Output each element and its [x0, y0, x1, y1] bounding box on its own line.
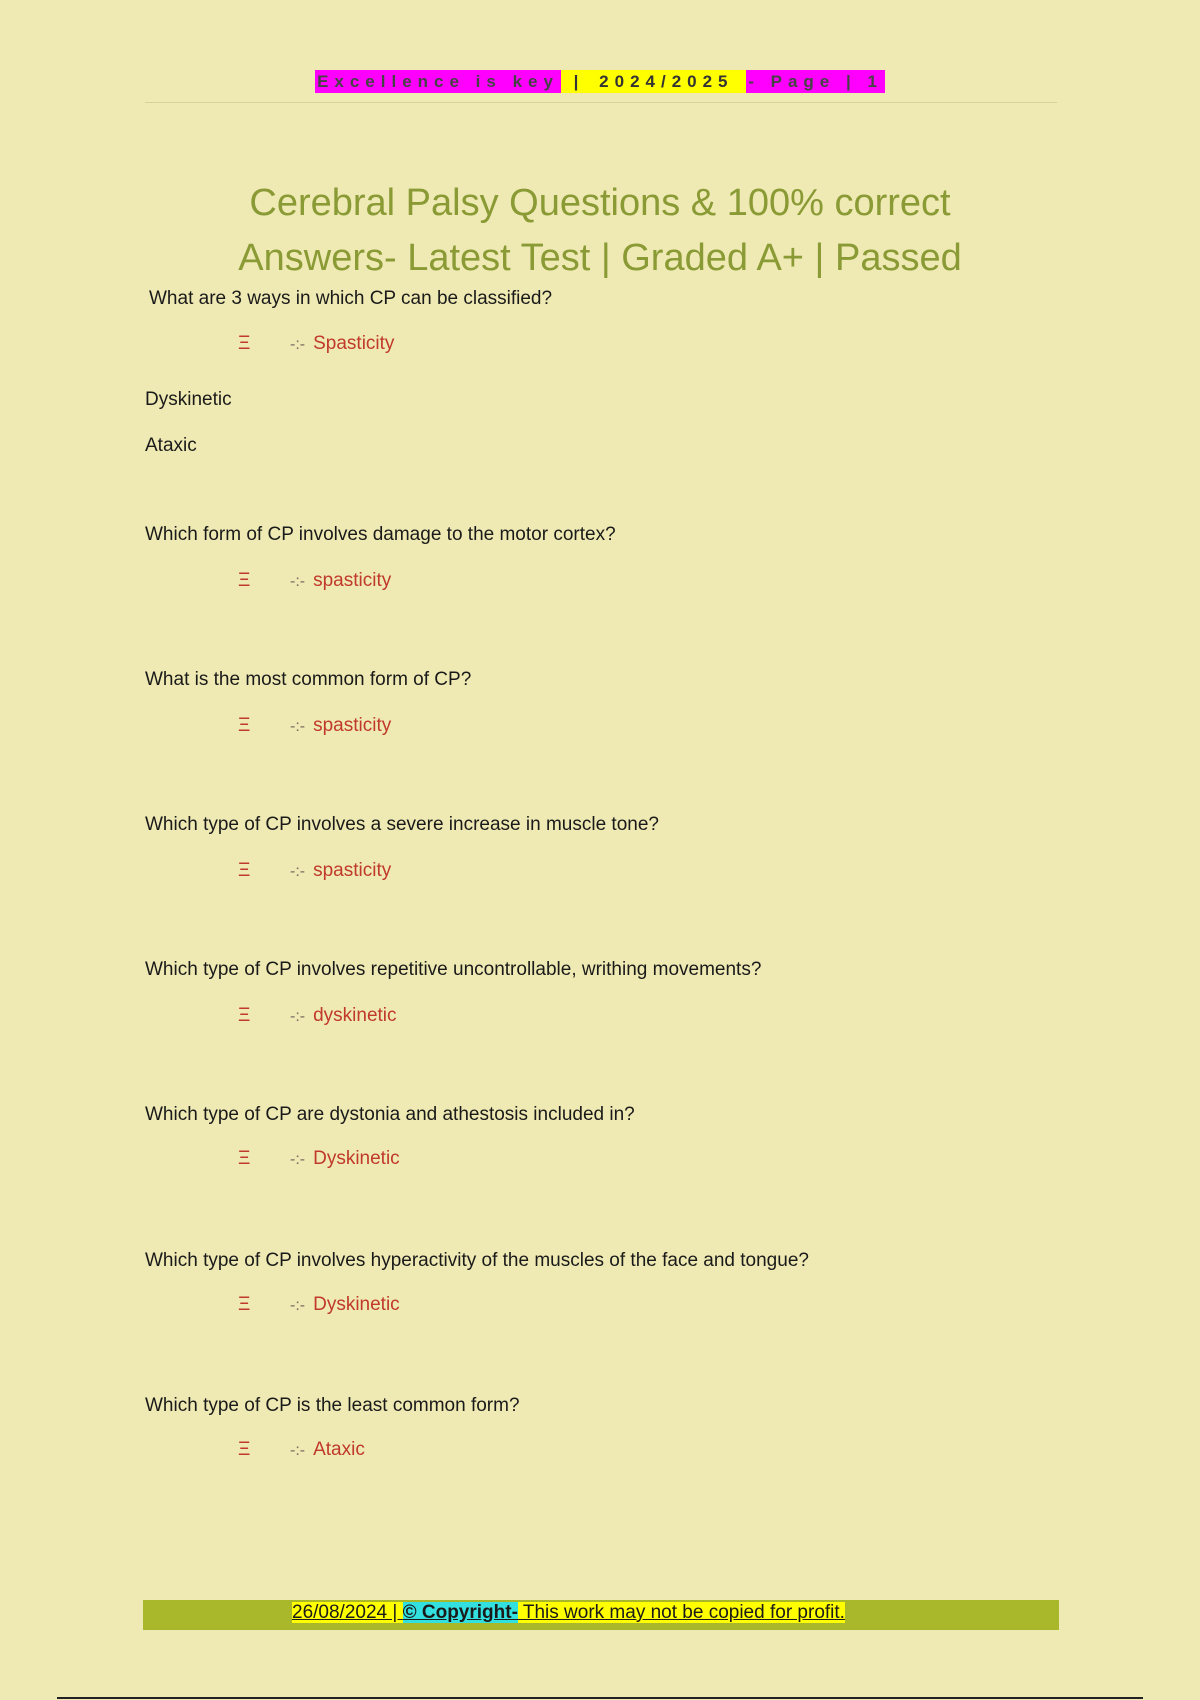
page-bottom-line	[57, 1697, 1143, 1699]
answer-prefix: -:-	[290, 1442, 306, 1459]
title-line-2: Answers- Latest Test | Graded A+ | Passed	[238, 237, 962, 279]
answer-prefix: -:-	[290, 573, 306, 590]
answer-prefix: -:-	[290, 1297, 306, 1314]
question-3: What is the most common form of CP?	[145, 669, 472, 690]
header-page-number: - Page | 1	[748, 72, 883, 91]
answer-text: spasticity	[313, 570, 392, 591]
answer-text: spasticity	[313, 715, 392, 736]
answer-6	[238, 1148, 400, 1170]
question-6: Which type of CP are dystonia and athestosis included in?	[145, 1104, 635, 1125]
answer-1	[238, 333, 394, 355]
answer-2	[238, 570, 391, 592]
header-divider: |	[562, 72, 596, 91]
question-7: Which type of CP involves hyperactivity of the muscles of the face and tongue?	[145, 1250, 809, 1271]
bullet-icon: Ξ	[238, 1148, 251, 1169]
header-motto: Excellence is key	[317, 72, 559, 91]
title-line-1: Cerebral Palsy Questions & 100% correct	[249, 182, 951, 224]
bullet-icon: Ξ	[238, 715, 251, 736]
answer-prefix: -:-	[290, 718, 306, 735]
answer-prefix: -:-	[290, 1008, 306, 1025]
question-5: Which type of CP involves repetitive uncontrollable, writhing movements?	[145, 959, 762, 980]
answer-text: spasticity	[313, 860, 392, 881]
footer-notice: This work may not be copied for profit.	[517, 1602, 845, 1623]
answer-text: dyskinetic	[313, 1005, 397, 1026]
answer-3	[238, 715, 391, 737]
answer-text: Spasticity	[313, 333, 395, 354]
page-header	[0, 72, 1200, 92]
answer-prefix: -:-	[290, 863, 306, 880]
header-divider-line	[145, 102, 1057, 103]
footer-copyright: © Copyright-	[402, 1602, 518, 1623]
footer-date: 26/08/2024 |	[292, 1602, 403, 1623]
header-year: 2024/2025	[599, 72, 745, 91]
bullet-icon: Ξ	[238, 570, 251, 591]
answer-4	[238, 860, 391, 882]
answer-prefix: -:-	[290, 1151, 306, 1168]
answer-7	[238, 1294, 400, 1316]
question-8: Which type of CP is the least common form?	[145, 1395, 520, 1416]
extra-line-1: Dyskinetic	[145, 389, 232, 410]
bullet-icon: Ξ	[238, 860, 251, 881]
answer-5	[238, 1005, 397, 1027]
answer-text: Ataxic	[313, 1439, 365, 1460]
answer-text: Dyskinetic	[313, 1294, 400, 1315]
question-4: Which type of CP involves a severe increase in muscle tone?	[145, 814, 659, 835]
bullet-icon: Ξ	[238, 1294, 251, 1315]
bullet-icon: Ξ	[238, 1439, 251, 1460]
footer-text	[292, 1602, 845, 1624]
question-2: Which form of CP involves damage to the motor cortex?	[145, 524, 616, 545]
answer-text: Dyskinetic	[313, 1148, 400, 1169]
extra-line-2: Ataxic	[145, 435, 197, 456]
bullet-icon: Ξ	[238, 1005, 251, 1026]
document-title	[0, 176, 1200, 286]
answer-prefix: -:-	[290, 336, 306, 353]
bullet-icon: Ξ	[238, 333, 251, 354]
answer-8	[238, 1439, 365, 1461]
question-1: What are 3 ways in which CP can be classified?	[149, 288, 553, 309]
